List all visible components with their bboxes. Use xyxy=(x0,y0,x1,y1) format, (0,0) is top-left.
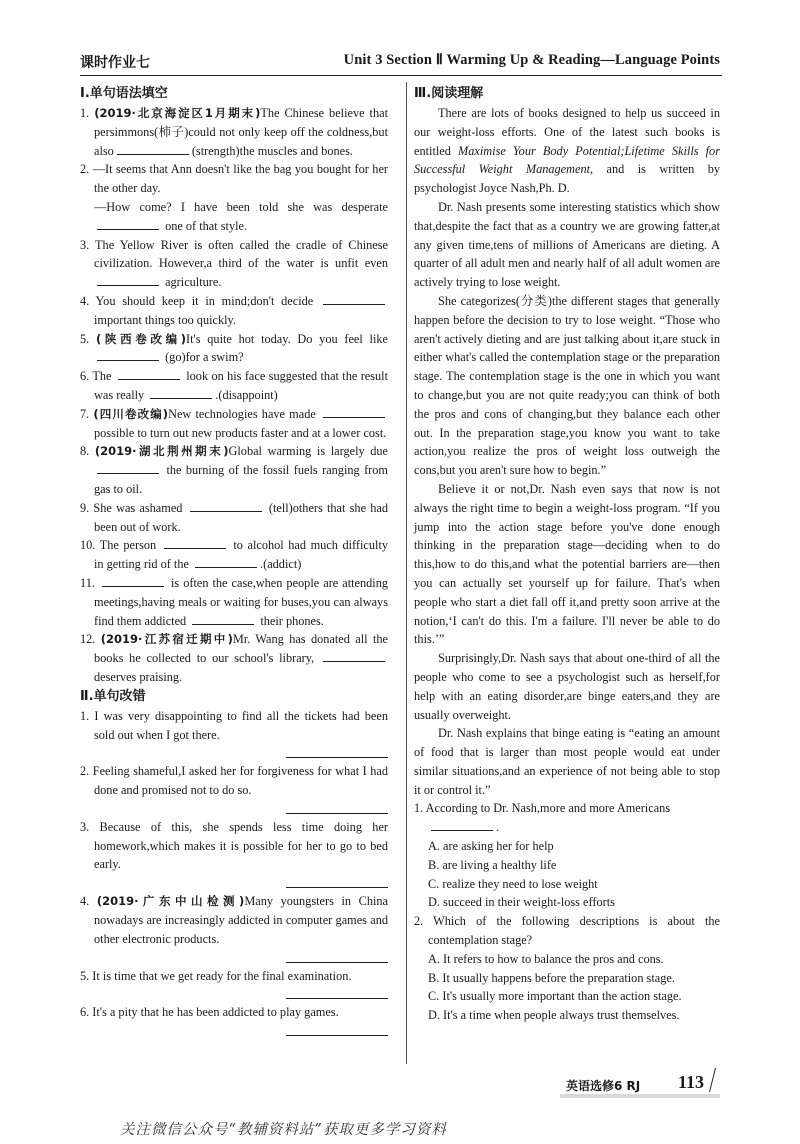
section-2-title: Ⅱ.单句改错 xyxy=(80,688,146,704)
grammar-q3: 3. The Yellow River is often called the cradle of Chinese civilization. However,a third of the water is unfit even agriculture. xyxy=(80,237,388,290)
correction-q2-answer-line[interactable] xyxy=(80,800,388,818)
reading-q1-option-d[interactable]: D. succeed in their weight-loss efforts xyxy=(428,895,615,910)
grammar-q5: 5. (陕西卷改编)It's quite hot today. Do you feel like (go)for a swim? xyxy=(80,331,388,365)
grammar-q4: 4. You should keep it in mind;don't decide important things too quickly. xyxy=(80,292,388,330)
q8-blank[interactable] xyxy=(97,462,159,474)
q12-blank[interactable] xyxy=(323,650,385,662)
header-rule xyxy=(80,75,722,76)
grammar-q9: 9. She was ashamed (tell)others that she had been out of work. xyxy=(80,500,388,534)
q10-blank-1[interactable] xyxy=(164,537,226,549)
correction-q4: 4. (2019·广东中山检测)Many youngsters in China nowadays are increasingly addicted in computer games and other electronic products. xyxy=(80,894,388,946)
reading-q1-blank[interactable] xyxy=(431,819,493,831)
book-label: 英语选修6 RJ xyxy=(566,1079,641,1093)
correction-q4-answer-line[interactable] xyxy=(80,949,388,967)
passage-paragraph-5: Surprisingly,Dr. Nash says that about one-third of all the people who come to see a psychologist such as herself,for help with an eating disorder,are binge eaters,and they are usually overweight. xyxy=(414,651,720,722)
q6-blank-1[interactable] xyxy=(118,368,180,380)
reading-q2-option-a[interactable]: A. It refers to how to balance the pros and cons. xyxy=(428,951,664,966)
correction-q6: 6. It's a pity that he has been addicted to play games. xyxy=(80,1005,339,1020)
correction-q3: 3. Because of this, she spends less time doing her homework,which makes it is possible for her to go to bed early. xyxy=(80,819,388,872)
reading-q1-option-a[interactable]: A. are asking her for help xyxy=(428,839,554,854)
q12-source: (2019·江苏宿迁期中) xyxy=(100,632,233,647)
page-number-slash xyxy=(709,1068,716,1092)
q6-blank-2[interactable] xyxy=(150,387,212,399)
q10-blank-2[interactable] xyxy=(195,556,257,568)
book-title: Maximise Your Body Potential;Lifetime Skills for Successful Weight Management xyxy=(414,143,720,177)
grammar-q7: 7. (四川卷改编)New technologies have made possible to turn out new products faster and at a lower cost. xyxy=(80,406,387,440)
unit-title: Unit 3 Section Ⅱ Warming Up & Reading—Language Points xyxy=(343,52,720,68)
watermark-text: 关注微信公众号“教辅资料站”获取更多学习资料 xyxy=(120,1122,447,1138)
grammar-q1: 1. (2019·北京海淀区1月期末)The Chinese believe that persimmons(柿子)could not only keep off the coldness,but also (strength)the muscles and bones. xyxy=(80,106,388,158)
correction-q5-answer-line[interactable] xyxy=(80,985,388,1003)
column-divider xyxy=(406,82,407,1064)
q3-blank[interactable] xyxy=(97,274,159,286)
correction-q2: 2. Feeling shameful,I asked her for forgiveness for what I had done and promised not to do so. xyxy=(80,764,388,798)
q5-source: (陕西卷改编) xyxy=(95,331,187,346)
q2-blank[interactable] xyxy=(97,218,159,230)
correction-q1: 1. I was very disappointing to find all the tickets had been sold out when I got there. xyxy=(80,708,388,742)
footer-band xyxy=(560,1094,720,1098)
correction-q1-answer-line[interactable] xyxy=(80,744,388,762)
passage-paragraph-3: She categorizes(分类)the different stages that generally happen before the decision to try to lose weight. “Those who aren't actively dieting and are just talking about it,are stuck in either what's called the contemplation stage or the preparation stage. The contemplation stage is the one in which you want to change,but you are not quite ready;you can think of both the pros and cons of changing,but they balance each other out. In the preparation stage,you know you want to take action,you realize the pros of weight loss outweigh the cons,but you aren't sure how to begin.” xyxy=(414,293,720,478)
grammar-q12: 12. (2019·江苏宿迁期中)Mr. Wang has donated all the books he collected to our school's library, deserves praising. xyxy=(80,632,388,684)
reading-q2-option-d[interactable]: D. It's a time when people always trust themselves. xyxy=(428,1008,680,1023)
grammar-q8: 8. (2019·湖北荆州期末)Global warming is largely due the burning of the fossil fuels ranging from gas to oil. xyxy=(80,444,389,496)
reading-q1-option-b[interactable]: B. are living a healthy life xyxy=(428,857,557,872)
lesson-title: 课时作业七 xyxy=(80,55,150,71)
q1-source: (2019·北京海淀区1月期末) xyxy=(94,106,261,120)
grammar-q2: 2. —It seems that Ann doesn't like the bag you bought for her the other day. xyxy=(80,162,388,196)
q11-blank-1[interactable] xyxy=(102,575,164,587)
q7-source: (四川卷改编) xyxy=(93,406,169,421)
section-1-title: Ⅰ.单句语法填空 xyxy=(80,86,168,101)
reading-q2: 2. Which of the following descriptions is about the contemplation stage? xyxy=(414,914,720,948)
grammar-q6: 6. The look on his face suggested that the result was really .(disappoint) xyxy=(80,369,389,402)
correction-q6-answer-line[interactable] xyxy=(80,1022,388,1040)
page-header xyxy=(80,52,720,76)
correction-q5: 5. It is time that we get ready for the final examination. xyxy=(80,968,352,983)
passage-paragraph-4: Believe it or not,Dr. Nash even says that now is not always the right time to begin a weight-loss program. “If you jump into the action stage before you've done enough thinking in the preparation stage—deciding when to do this,how to do this,and what the potential barriers are—then you can actually set yourself up for failure. That's when people who start a diet fall off it,and pretty soon arrive at the notion,‘I can't do this. I'm a failure. I'll never be able to do this.’” xyxy=(414,481,720,647)
q4-blank[interactable] xyxy=(323,293,385,305)
left-column xyxy=(80,84,388,1040)
reading-q2-option-c[interactable]: C. It's usually more important than the action stage. xyxy=(428,989,682,1004)
q9-blank[interactable] xyxy=(190,500,262,512)
section-3-title: Ⅲ.阅读理解 xyxy=(414,86,484,101)
q11-blank-2[interactable] xyxy=(192,613,254,625)
q5-blank[interactable] xyxy=(97,349,159,361)
reading-q1-option-c[interactable]: C. realize they need to lose weight xyxy=(428,876,598,891)
right-column xyxy=(414,84,720,1025)
q7-blank[interactable] xyxy=(323,406,385,418)
correction-q3-answer-line[interactable] xyxy=(80,874,388,892)
grammar-q11: 11. is often the case,when people are attending meetings,having meals or waiting for buses,you can always find them addicted their phones. xyxy=(80,575,389,628)
grammar-q10: 10. The person to alcohol had much difficulty in getting rid of the .(addict) xyxy=(80,538,389,572)
correction-q4-source: (2019·广东中山检测) xyxy=(96,894,245,909)
passage-paragraph-2: Dr. Nash presents some interesting statistics which show that,despite the fact that as a country we are growing fatter,at any given time,tens of millions of Americans are dieting. A quarter of all adult men and nearly half of all adult women are actively trying to lose weight. xyxy=(414,199,720,290)
passage-paragraph-6: Dr. Nash explains that binge eating is “eating an amount of food that is larger than most people would eat under similar situations,and an experience of not being able to stop it or control it.” xyxy=(414,726,720,797)
reading-q1-blank-line: . xyxy=(414,818,720,837)
reading-q1: 1. According to Dr. Nash,more and more Americans xyxy=(414,801,671,816)
passage-paragraph-1: There are lots of books designed to help us succeed in our weight-loss efforts. One of the latest such books is entitled Maximise Your Body Potential;Lifetime Skills for Successful Weight Management, and is written by psychologist Joyce Nash,Ph. D. xyxy=(414,106,720,196)
grammar-q2-reply: —How come? I have been told she was desperate one of that style. xyxy=(94,199,388,233)
q1-blank[interactable] xyxy=(117,143,189,155)
reading-q2-option-b[interactable]: B. It usually happens before the preparation stage. xyxy=(428,970,675,985)
q8-source: (2019·湖北荆州期末) xyxy=(94,444,229,459)
page-number: 113 xyxy=(678,1072,705,1092)
